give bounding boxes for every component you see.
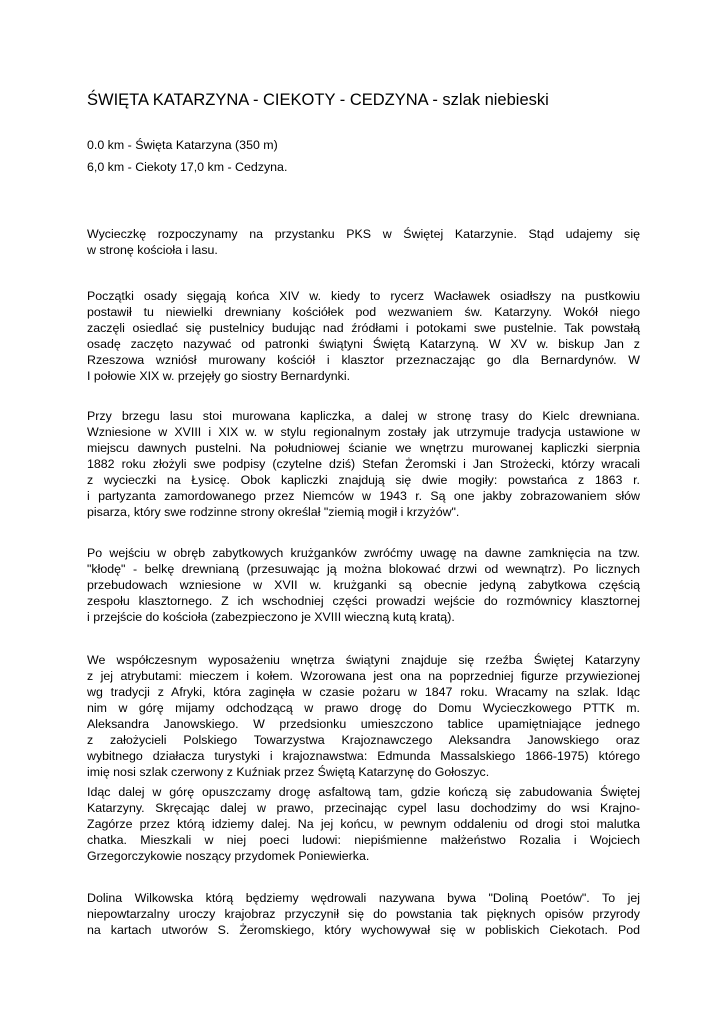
text-line: We współczesnym wyposażeniu wnętrza świątyni znajduje się rzeźba Świętej Katarzyny xyxy=(87,653,640,667)
text-line: Przy brzegu lasu stoi murowana kapliczka, a dalej w stronę trasy do Kielc drewniana. xyxy=(87,409,640,423)
text-line: Grzegorczykowie noszący przydomek Poniewierka. xyxy=(87,849,370,863)
text-line: przebudowach wzniesione w XVII w. krużganki są obecnie jedyną zabytkowa częścią xyxy=(87,578,640,592)
paragraph-valley xyxy=(87,890,640,938)
paragraph-route xyxy=(87,784,640,864)
text-line: imię nosi szlak czerwony z Kuźniak przez Świętą Katarzynę do Gołoszyc. xyxy=(87,765,490,779)
text-line: I połowie XIX w. przejęły go siostry Bernardynki. xyxy=(87,369,351,383)
text-line: Dolina Wilkowska którą będziemy wędrowali nazywana bywa "Doliną Poetów". To jej xyxy=(87,891,640,905)
text-line: i partyzanta zamordowanego przez Niemców w 1943 r. Są one jakby zobrazowaniem słów xyxy=(87,489,640,503)
text-line: Wzniesione w XVIII i XIX w. w stylu regionalnym zostały jak utrzymuje tradycja ustawione w xyxy=(87,425,640,439)
paragraph-cloisters xyxy=(87,545,640,625)
text-line: 1882 roku złożyli swe podpisy (czytelne dziś) Stefan Żeromski i Jan Strożecki, którzy wracali xyxy=(87,457,640,471)
text-line: nim w górę mijamy odchodzącą w prawo drogę do Domu Wycieczkowego PTTK m. xyxy=(87,701,640,715)
route-distances-line: 6,0 km - Ciekoty 17,0 km - Cedzyna. xyxy=(87,160,288,174)
text-line: wg tradycji z Afryki, która zaginęła w czasie pożaru w 1847 roku. Wracamy na szlak. Idąc xyxy=(87,685,640,699)
text-line: zespołu klasztornego. Z ich wschodniej części prowadzi wejście do rozmównicy klasztornej xyxy=(87,594,640,608)
text-line: zaczęli osiedlać się pustelnicy budując nad źródłami i potokami swe pustelnie. Tak powstałą xyxy=(87,321,640,335)
text-line: Zagórze przez którą idziemy dalej. Na jej końcu, w pewnym oddaleniu od drogi stoi malutka xyxy=(87,817,640,831)
text-line: z założycieli Polskiego Towarzystwa Krajoznawczego Aleksandra Janowskiego oraz xyxy=(87,733,640,747)
document-title: ŚWIĘTA KATARZYNA - CIEKOTY - CEDZYNA - szlak niebieski xyxy=(87,91,549,109)
text-line: Rzeszowa wzniósł murowany kościół i klasztor przeznaczając go dla Bernardynów. W xyxy=(87,353,640,367)
text-line: Początki osady sięgają końca XIV w. kiedy to rycerz Wacławek osiadłszy na pustkowiu xyxy=(87,289,640,303)
text-line: osadę zaczęto nazywać od patronki świątyni Świętą Katarzyną. W XV w. biskup Jan z xyxy=(87,337,640,351)
paragraph-interior xyxy=(87,652,640,780)
text-line: wybitnego działacza turystyki i krajoznawstwa: Edmunda Massalskiego 1866-1975) którego xyxy=(87,749,640,763)
text-line: i przejście do kościoła (zabezpieczono je XVIII wieczną kutą kratą). xyxy=(87,610,455,624)
text-line: Katarzyny. Skręcając dalej w prawo, przecinając cypel lasu dochodzimy do wsi Krajno- xyxy=(87,801,640,815)
paragraph-intro xyxy=(87,226,640,258)
text-line: Idąc dalej w górę opuszczamy drogę asfaltową tam, gdzie kończą się zabudowania Świętej xyxy=(87,785,640,799)
text-line: Po wejściu w obręb zabytkowych krużganków zwróćmy uwagę na dawne zamknięcia na tzw. xyxy=(87,546,640,560)
text-line: na kartach utworów S. Żeromskiego, który wychowywał się w pobliskich Ciekotach. Pod xyxy=(87,923,640,937)
text-line: chatka. Mieszkali w niej poeci ludowi: niepiśmienne małżeństwo Rozalia i Wojciech xyxy=(87,833,640,847)
text-line: niepowtarzalny uroczy krajobraz przyczynił się do powstania tak pięknych opisów przyrody xyxy=(87,907,640,921)
paragraph-chapels xyxy=(87,408,640,520)
text-line: miejscu dawnych pustelni. Na południowej ścianie we wnętrzu murowanej kapliczki sierpnia xyxy=(87,441,640,455)
text-line: z jej atrybutami: mieczem i kołem. Wzorowana jest ona na poprzedniej figurze przywiezionej xyxy=(87,669,640,683)
text-line: w stronę kościoła i lasu. xyxy=(87,243,218,257)
text-line: z wycieczki na Łysicę. Obok kapliczki znajdują się dwie mogiły: powstańca z 1863 r. xyxy=(87,473,640,487)
text-line: postawił tu niewielki drewniany kościółek pod wezwaniem św. Katarzyny. Wokół niego xyxy=(87,305,640,319)
paragraph-history xyxy=(87,288,640,384)
text-line: "kłodę" - belkę drewnianą (przesuwając ją można blokować drzwi od wewnątrz). Po licznych xyxy=(87,562,640,576)
text-line: Aleksandra Janowskiego. W przedsionku umieszczono tablice upamiętniające jednego xyxy=(87,717,640,731)
text-line: Wycieczkę rozpoczynamy na przystanku PKS w Świętej Katarzynie. Stąd udajemy się xyxy=(87,227,640,241)
route-start-line: 0.0 km - Święta Katarzyna (350 m) xyxy=(87,138,278,152)
text-line: pisarza, który swe rodzinne strony określał "ziemią mogił i krzyżów". xyxy=(87,505,460,519)
